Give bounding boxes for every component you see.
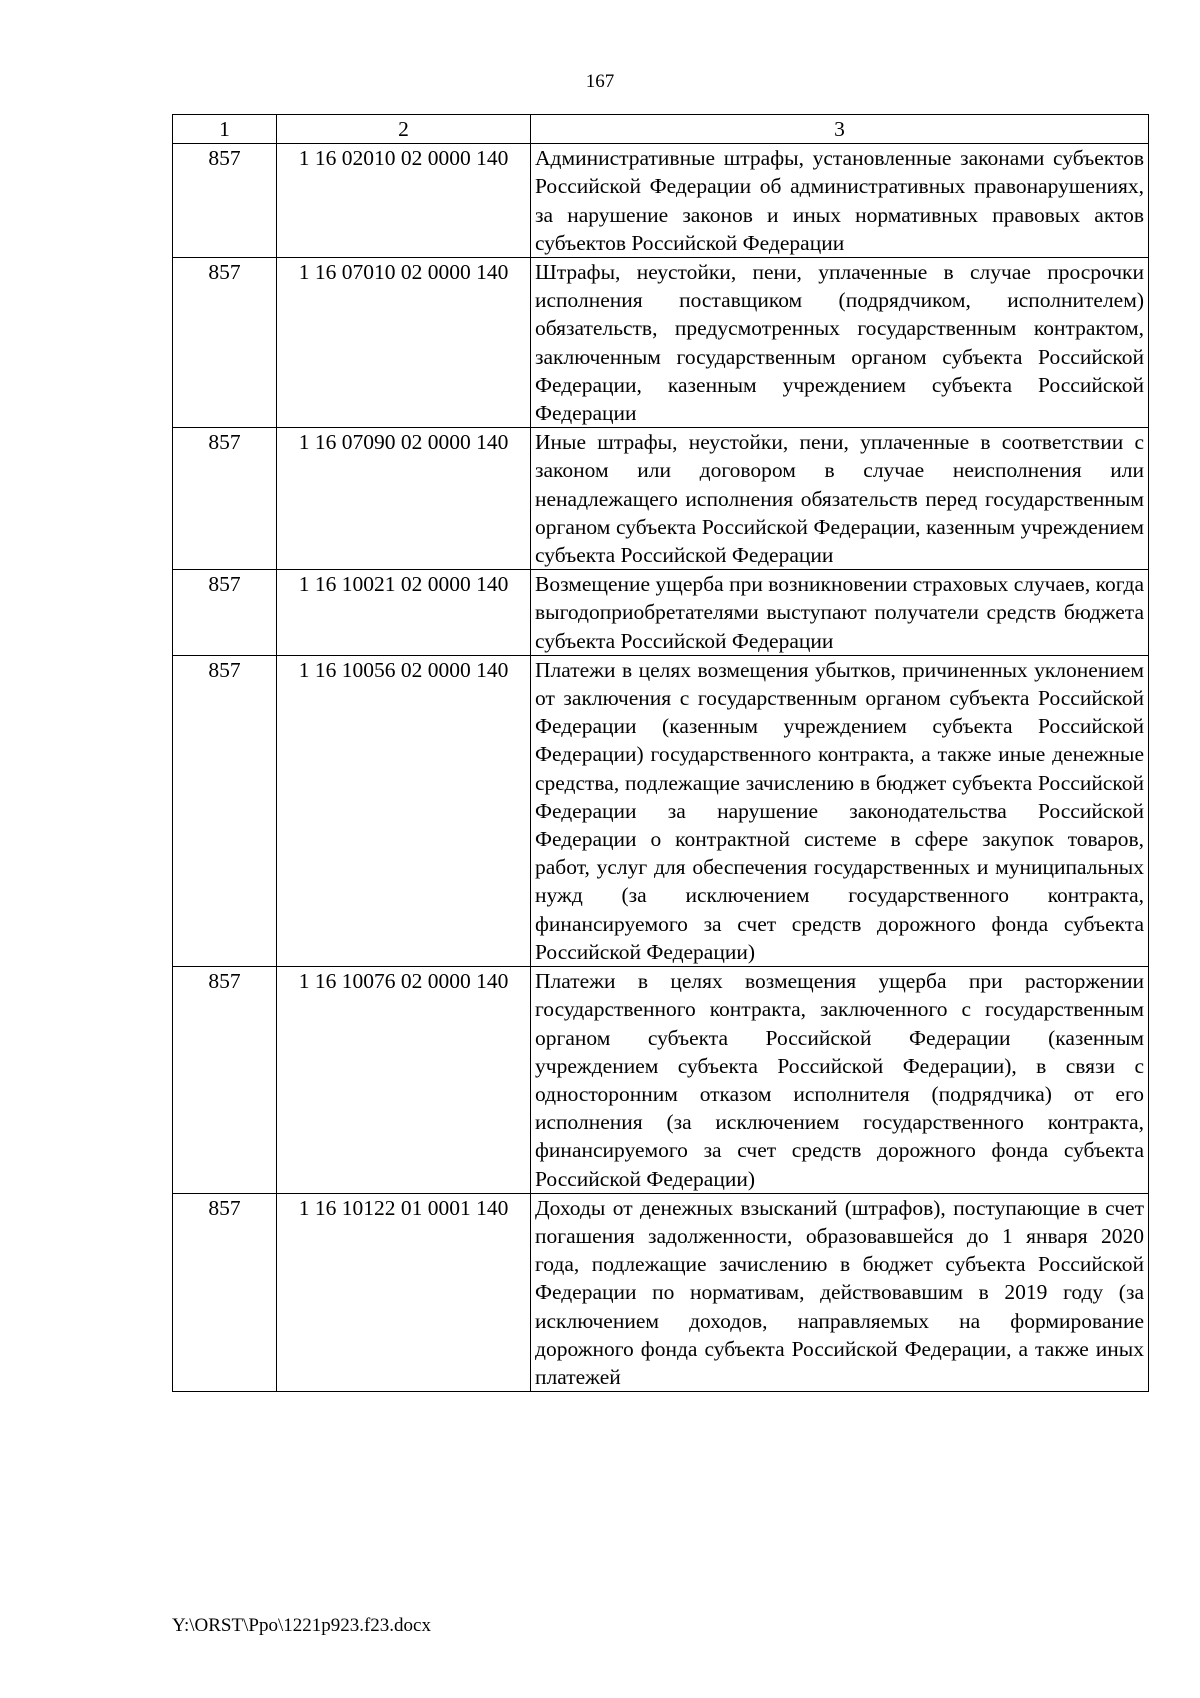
- table-row: [173, 428, 1149, 570]
- table-row: [173, 655, 1149, 966]
- revenue-code-cell: 1 16 02010 02 0000 140: [277, 144, 531, 258]
- administrator-code-cell: 857: [173, 570, 277, 656]
- revenue-code-cell: 1 16 10021 02 0000 140: [277, 570, 531, 656]
- revenue-codes-table: [172, 114, 1149, 1392]
- administrator-code-cell: 857: [173, 144, 277, 258]
- revenue-name-cell: Платежи в целях возмещения ущерба при расторжении государственного контракта, заключенного с государственным органом субъекта Российской Федерации (казенным учреждением субъекта Российской Федерации), в связи с односторонним отказом исполнителя (подрядчика) от его исполнения (за исключением государственного контракта, финансируемого за счет средств дорожного фонда субъекта Российской Федерации): [531, 967, 1149, 1194]
- revenue-code-cell: 1 16 10076 02 0000 140: [277, 967, 531, 1194]
- revenue-code-cell: 1 16 07090 02 0000 140: [277, 428, 531, 570]
- revenue-code-cell: 1 16 10056 02 0000 140: [277, 655, 531, 966]
- revenue-code-cell: 1 16 10122 01 0001 140: [277, 1193, 531, 1391]
- revenue-name-cell: Иные штрафы, неустойки, пени, уплаченные в соответствии с законом или договором в случае неисполнения или ненадлежащего исполнения обязательств перед государственным органом субъекта Российской Федерации, казенным учреждением субъекта Российской Федерации: [531, 428, 1149, 570]
- column-header-1: 1: [173, 115, 277, 144]
- page-number: 167: [585, 71, 615, 92]
- revenue-code-cell: 1 16 07010 02 0000 140: [277, 258, 531, 428]
- table-row: [173, 570, 1149, 656]
- administrator-code-cell: 857: [173, 1193, 277, 1391]
- revenue-name-cell: Возмещение ущерба при возникновении страховых случаев, когда выгодоприобретателями выступают получатели средств бюджета субъекта Российской Федерации: [531, 570, 1149, 656]
- administrator-code-cell: 857: [173, 967, 277, 1194]
- revenue-name-cell: Доходы от денежных взысканий (штрафов), поступающие в счет погашения задолженности, образовавшейся до 1 января 2020 года, подлежащие зачислению в бюджет субъекта Российской Федерации по нормативам, действовавшим в 2019 году (за исключением доходов, направляемых на формирование дорожного фонда субъекта Российской Федерации, а также иных платежей: [531, 1193, 1149, 1391]
- column-header-2: 2: [277, 115, 531, 144]
- table-row: [173, 1193, 1149, 1391]
- table-row: [173, 967, 1149, 1194]
- table-header-row: [173, 115, 1149, 144]
- revenue-name-cell: Платежи в целях возмещения убытков, причиненных уклонением от заключения с государственным органом субъекта Российской Федерации (казенным учреждением субъекта Российской Федерации) государственного контракта, а также иные денежные средства, подлежащие зачислению в бюджет субъекта Российской Федерации за нарушение законодательства Российской Федерации о контрактной системе в сфере закупок товаров, работ, услуг для обеспечения государственных и муниципальных нужд (за исключением государственного контракта, финансируемого за счет средств дорожного фонда субъекта Российской Федерации): [531, 655, 1149, 966]
- column-header-3: 3: [531, 115, 1149, 144]
- administrator-code-cell: 857: [173, 258, 277, 428]
- revenue-name-cell: Административные штрафы, установленные законами субъектов Российской Федерации об административных правонарушениях, за нарушение законов и иных нормативных правовых актов субъектов Российской Федерации: [531, 144, 1149, 258]
- administrator-code-cell: 857: [173, 428, 277, 570]
- footer-file-path: Y:\ORST\Ppo\1221p923.f23.docx: [172, 1615, 431, 1636]
- revenue-name-cell: Штрафы, неустойки, пени, уплаченные в случае просрочки исполнения поставщиком (подрядчиком, исполнителем) обязательств, предусмотренных государственным контрактом, заключенным государственным органом субъекта Российской Федерации, казенным учреждением субъекта Российской Федерации: [531, 258, 1149, 428]
- table-row: [173, 144, 1149, 258]
- table-row: [173, 258, 1149, 428]
- administrator-code-cell: 857: [173, 655, 277, 966]
